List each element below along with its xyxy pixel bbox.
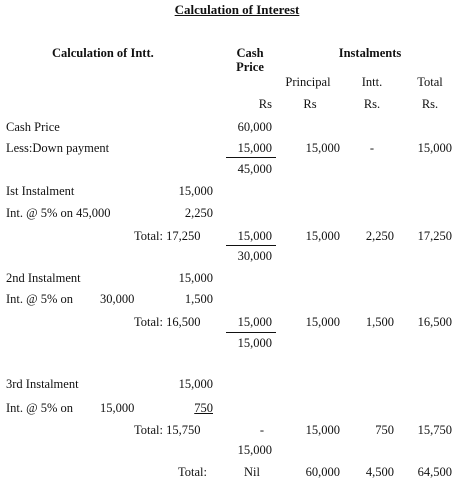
base-value: 15,000 xyxy=(100,401,135,415)
balance-value: 15,000 xyxy=(237,336,272,350)
row-label: Int. @ 5% on xyxy=(6,292,74,306)
rule-line xyxy=(226,245,276,246)
row-label: Cash Price xyxy=(6,120,60,134)
intt-value: 2,250 xyxy=(365,229,394,243)
total-unit: Rs. xyxy=(421,97,439,111)
principal-value: 15,000 xyxy=(305,141,340,155)
cash-value: 15,000 xyxy=(237,315,272,329)
total-value: 16,500 xyxy=(417,315,452,329)
cash-value: 15,000 xyxy=(237,141,272,155)
amount-value: 15,000 xyxy=(178,184,213,198)
intt-header: Intt. xyxy=(361,75,383,89)
total-value: 15,750 xyxy=(417,423,452,437)
amount-value: 15,000 xyxy=(178,271,213,285)
principal-unit: Rs xyxy=(303,97,317,111)
price-header: Price xyxy=(236,60,264,74)
principal-value: 15,000 xyxy=(305,423,340,437)
row-label: Ist Instalment xyxy=(6,184,75,198)
calculation-header: Calculation of Intt. xyxy=(52,46,154,60)
intt-value: 1,500 xyxy=(365,315,394,329)
cash-unit: Rs xyxy=(258,97,272,111)
amount-value: 2,250 xyxy=(184,206,213,220)
intt-value: 750 xyxy=(375,423,394,437)
rule-line xyxy=(226,332,276,333)
balance-value: 45,000 xyxy=(237,162,272,176)
intt-unit: Rs. xyxy=(363,97,381,111)
row-label: 2nd Instalment xyxy=(6,271,81,285)
base-value: 30,000 xyxy=(100,292,135,306)
cash-value: 60,000 xyxy=(237,120,272,134)
cash-header: Cash xyxy=(236,46,264,60)
amount-value: 1,500 xyxy=(184,292,213,306)
intt-value: - xyxy=(369,141,375,155)
cash-value: Nil xyxy=(244,465,260,479)
total-value: 64,500 xyxy=(417,465,452,479)
rule-line xyxy=(226,157,276,158)
grand-total-label: Total: xyxy=(178,465,207,479)
row-label: Int. @ 5% on xyxy=(6,401,74,415)
principal-value: 60,000 xyxy=(305,465,340,479)
subtotal-label: Total: 17,250 xyxy=(134,229,201,243)
row-label: Int. @ 5% on 45,000 xyxy=(6,206,111,220)
balance-value: 30,000 xyxy=(237,249,272,263)
page-title: Calculation of Interest xyxy=(174,2,300,17)
amount-value: 15,000 xyxy=(178,377,213,391)
subtotal-label: Total: 16,500 xyxy=(134,315,201,329)
subtotal-label: Total: 15,750 xyxy=(134,423,201,437)
balance-value: 15,000 xyxy=(237,443,272,457)
principal-value: 15,000 xyxy=(305,229,340,243)
cash-value: 15,000 xyxy=(237,229,272,243)
total-header: Total xyxy=(417,75,443,89)
intt-value: 4,500 xyxy=(365,465,394,479)
instalments-header: Instalments xyxy=(338,46,402,60)
cash-value: - xyxy=(259,423,265,437)
total-value: 17,250 xyxy=(417,229,452,243)
principal-value: 15,000 xyxy=(305,315,340,329)
row-label: 3rd Instalment xyxy=(6,377,79,391)
principal-header: Principal xyxy=(285,75,331,89)
row-label: Less:Down payment xyxy=(6,141,110,155)
amount-value: 750 xyxy=(194,401,213,415)
total-value: 15,000 xyxy=(417,141,452,155)
